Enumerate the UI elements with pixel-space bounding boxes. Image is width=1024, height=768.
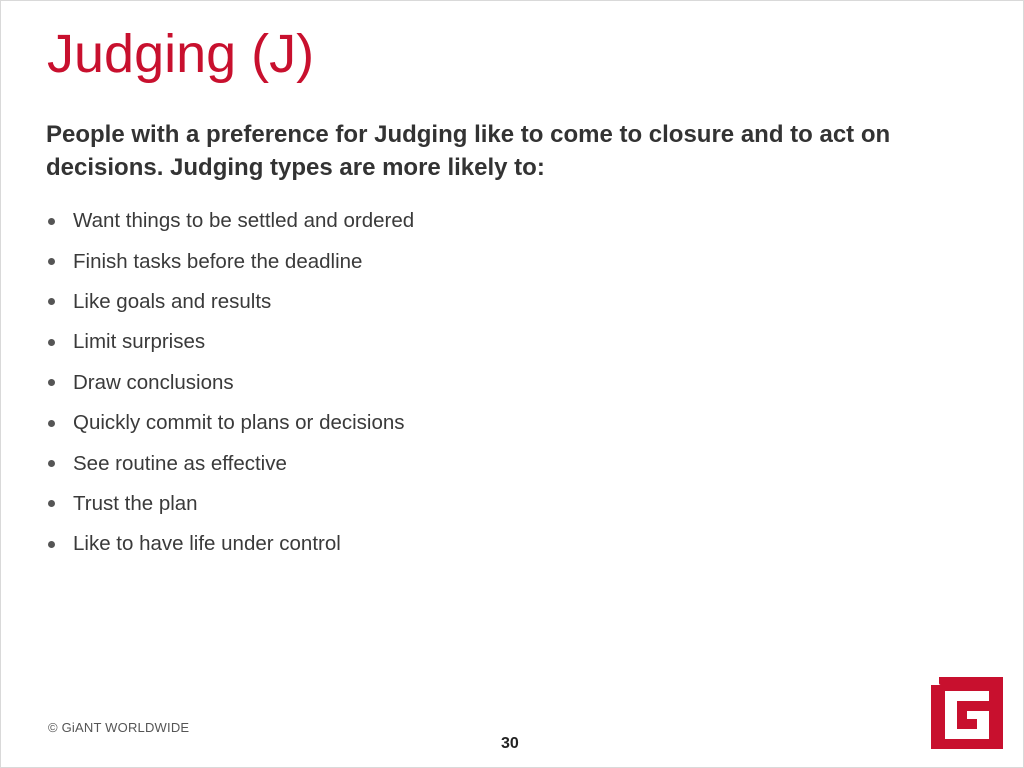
list-item-text: Like to have life under control bbox=[73, 532, 341, 556]
bullet-icon bbox=[48, 218, 55, 225]
bullet-icon bbox=[48, 379, 55, 386]
giant-g-logo-icon bbox=[931, 677, 1003, 749]
list-item bbox=[46, 443, 414, 483]
list-item bbox=[46, 524, 414, 564]
list-item-text: Draw conclusions bbox=[73, 370, 234, 394]
list-item-text: Want things to be settled and ordered bbox=[73, 209, 415, 233]
list-item bbox=[46, 322, 414, 362]
list-item bbox=[46, 403, 414, 443]
slide-title: Judging (J) bbox=[47, 24, 315, 84]
bullet-icon bbox=[48, 460, 55, 467]
list-item bbox=[46, 241, 414, 281]
page-number: 30 bbox=[501, 735, 519, 752]
copyright-text: © GiANT WORLDWIDE bbox=[48, 720, 190, 735]
bullet-icon bbox=[48, 298, 55, 305]
list-item-text: See routine as effective bbox=[73, 451, 287, 475]
list-item bbox=[46, 363, 414, 403]
intro-text: People with a preference for Judging like to come to closure and to act on decisions. Judging types are more likely to: bbox=[46, 121, 891, 181]
bullet-icon bbox=[48, 258, 55, 265]
list-item-text: Finish tasks before the deadline bbox=[73, 249, 363, 273]
list-item bbox=[46, 201, 414, 241]
list-item bbox=[46, 484, 414, 524]
bullet-icon bbox=[48, 420, 55, 427]
list-item bbox=[46, 282, 414, 322]
bullet-list bbox=[46, 201, 414, 565]
list-item-text: Trust the plan bbox=[73, 491, 198, 515]
bullet-icon bbox=[48, 339, 55, 346]
bullet-icon bbox=[48, 500, 55, 507]
list-item-text: Limit surprises bbox=[73, 330, 206, 354]
list-item-text: Like goals and results bbox=[73, 289, 272, 313]
list-item-text: Quickly commit to plans or decisions bbox=[73, 411, 405, 435]
bullet-icon bbox=[48, 541, 55, 548]
